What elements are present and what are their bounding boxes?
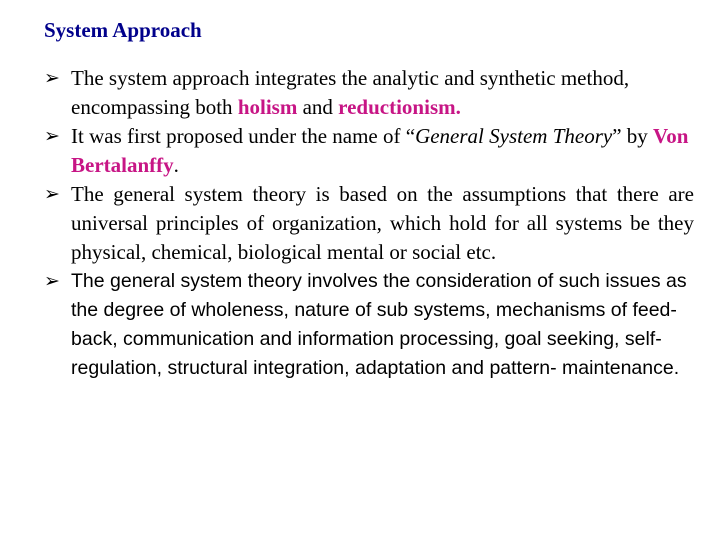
highlight-reductionism: reductionism. (338, 95, 461, 119)
arrow-bullet-icon: ➢ (44, 67, 60, 89)
bullet-item-4: ➢ The general system theory involves the consideration of such issues as the degree of wholeness, nature of sub systems, mechanisms of feed-back, communication and information processing, goal seeking, self-regulation, structural integration, adaptation and pattern- maintenance. (44, 267, 694, 383)
bullet-item-1: ➢ The system approach integrates the analytic and synthetic method, encompassing both holism and reductionism. (44, 66, 630, 119)
bullet-list (44, 64, 694, 383)
arrow-bullet-icon: ➢ (44, 125, 60, 147)
bullet-item-3: ➢ The general system theory is based on the assumptions that there are universal principles of organization, which hold for all systems be they physical, chemical, biological mental or social etc. (44, 182, 694, 264)
arrow-bullet-icon: ➢ (44, 270, 60, 292)
slide-title: System Approach (44, 18, 202, 42)
highlight-von-bertalanffy: Von Bertalanffy (71, 124, 689, 177)
general-system-theory-term: General System Theory (415, 124, 613, 148)
bullet-item-2: ➢ It was first proposed under the name of “General System Theory” by Von Bertalanffy. (44, 124, 689, 177)
arrow-bullet-icon: ➢ (44, 183, 60, 205)
highlight-holism: holism (237, 95, 298, 119)
